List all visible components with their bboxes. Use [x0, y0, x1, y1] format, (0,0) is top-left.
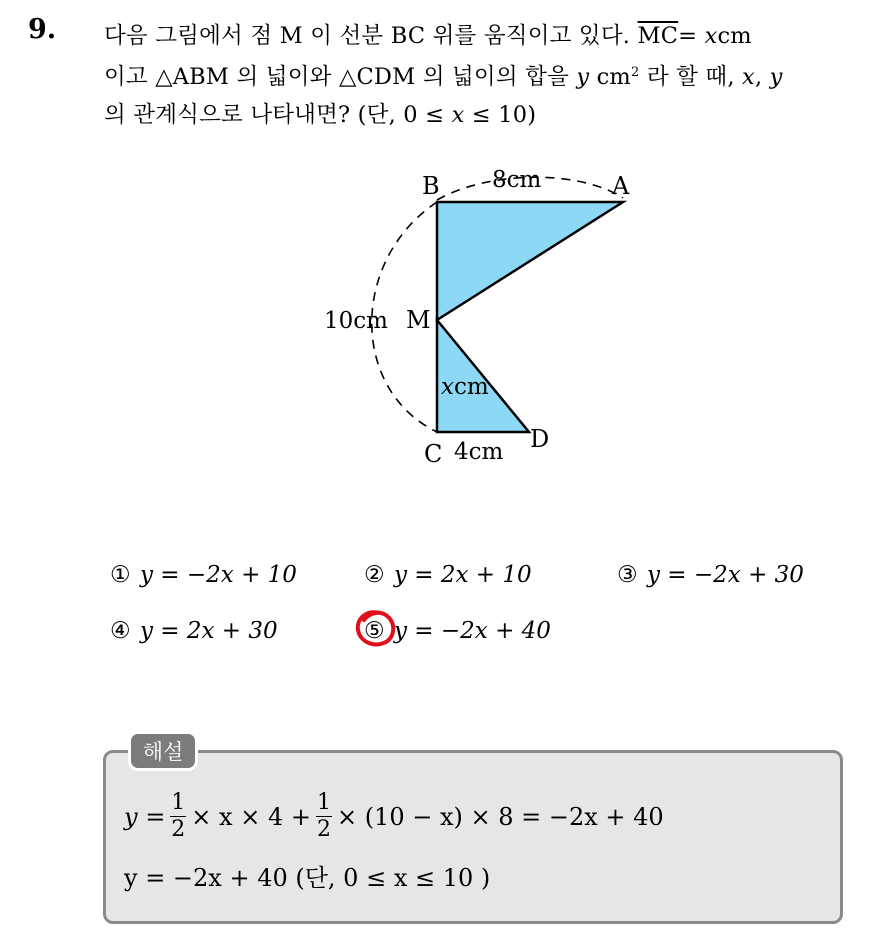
choice-4[interactable]: [110, 618, 278, 644]
label-c: C: [424, 440, 443, 468]
solution-line-2: y = −2x + 40 (단, 0 ≤ x ≤ 10 ): [124, 864, 491, 892]
solution-term: × x × 4 +: [191, 802, 311, 831]
label-mc-length: [441, 374, 489, 400]
label-bc-length: 10cm: [324, 308, 388, 334]
unit-cm: cm: [453, 374, 489, 400]
fraction-half: [170, 790, 186, 843]
choice-equation: y = −2x + 10: [140, 562, 297, 588]
var-x: x: [704, 23, 718, 49]
question-text: 의 관계식으로 나타내면? (단, 0 ≤: [104, 102, 452, 128]
geometry-figure: [290, 160, 650, 480]
label-a: A: [612, 172, 630, 200]
unit-cm: cm: [717, 23, 752, 49]
segment-mc: $\overline{MC}$: [637, 23, 679, 49]
fraction-denominator: 2: [171, 817, 186, 842]
question-text: 라 할 때,: [639, 64, 743, 90]
solution-tag: 해설: [128, 731, 198, 771]
unit-cm2: cm: [589, 64, 631, 90]
choice-equation: y = 2x + 30: [140, 618, 278, 644]
choice-mark: ④: [110, 618, 131, 644]
solution-line-1: [124, 790, 664, 843]
var-y: y: [769, 64, 783, 90]
choice-equation: y = −2x + 30: [647, 562, 804, 588]
choice-mark: ⑤: [364, 618, 385, 644]
superscript-2: 2: [630, 65, 640, 80]
equals-sign: =: [678, 23, 705, 49]
question-line-1: [104, 18, 752, 50]
comma: ,: [754, 64, 770, 90]
choice-mark: ①: [110, 562, 131, 588]
var-y: y: [576, 64, 590, 90]
label-m: M: [406, 306, 431, 334]
triangle-abm: [437, 202, 623, 320]
label-b: B: [422, 172, 440, 200]
fraction-half: [316, 790, 332, 843]
fraction-numerator: 1: [171, 790, 186, 815]
question-number: 9.: [28, 14, 57, 45]
label-cd-length: 4cm: [454, 439, 504, 465]
fraction-numerator: 1: [316, 790, 331, 815]
label-d: D: [530, 425, 550, 453]
choice-mark: ②: [364, 562, 385, 588]
question-text: 다음 그림에서 점 M 이 선분 BC 위를 움직이고 있다.: [104, 23, 638, 49]
var-x: x: [451, 102, 465, 128]
choice-2[interactable]: [364, 562, 532, 588]
choice-equation: y = 2x + 10: [394, 562, 532, 588]
var-x: x: [441, 374, 454, 400]
solution-lhs: y =: [124, 802, 166, 831]
choice-mark: ③: [617, 562, 638, 588]
question-text: 이고 △ABM 의 넓이와 △CDM 의 넓이의 합을: [104, 64, 577, 90]
choice-equation: y = −2x + 40: [394, 618, 551, 644]
choice-3[interactable]: [617, 562, 804, 588]
question-line-3: [104, 97, 536, 129]
question-line-2: [104, 59, 783, 91]
answer-circle-mark: [354, 608, 398, 650]
label-ba-length: 8cm: [492, 167, 542, 193]
choice-1[interactable]: [110, 562, 297, 588]
var-x: x: [742, 64, 755, 90]
fraction-denominator: 2: [316, 817, 331, 842]
solution-term: × (10 − x) × 8 = −2x + 40: [336, 802, 664, 831]
question-text: ≤ 10): [464, 102, 537, 128]
